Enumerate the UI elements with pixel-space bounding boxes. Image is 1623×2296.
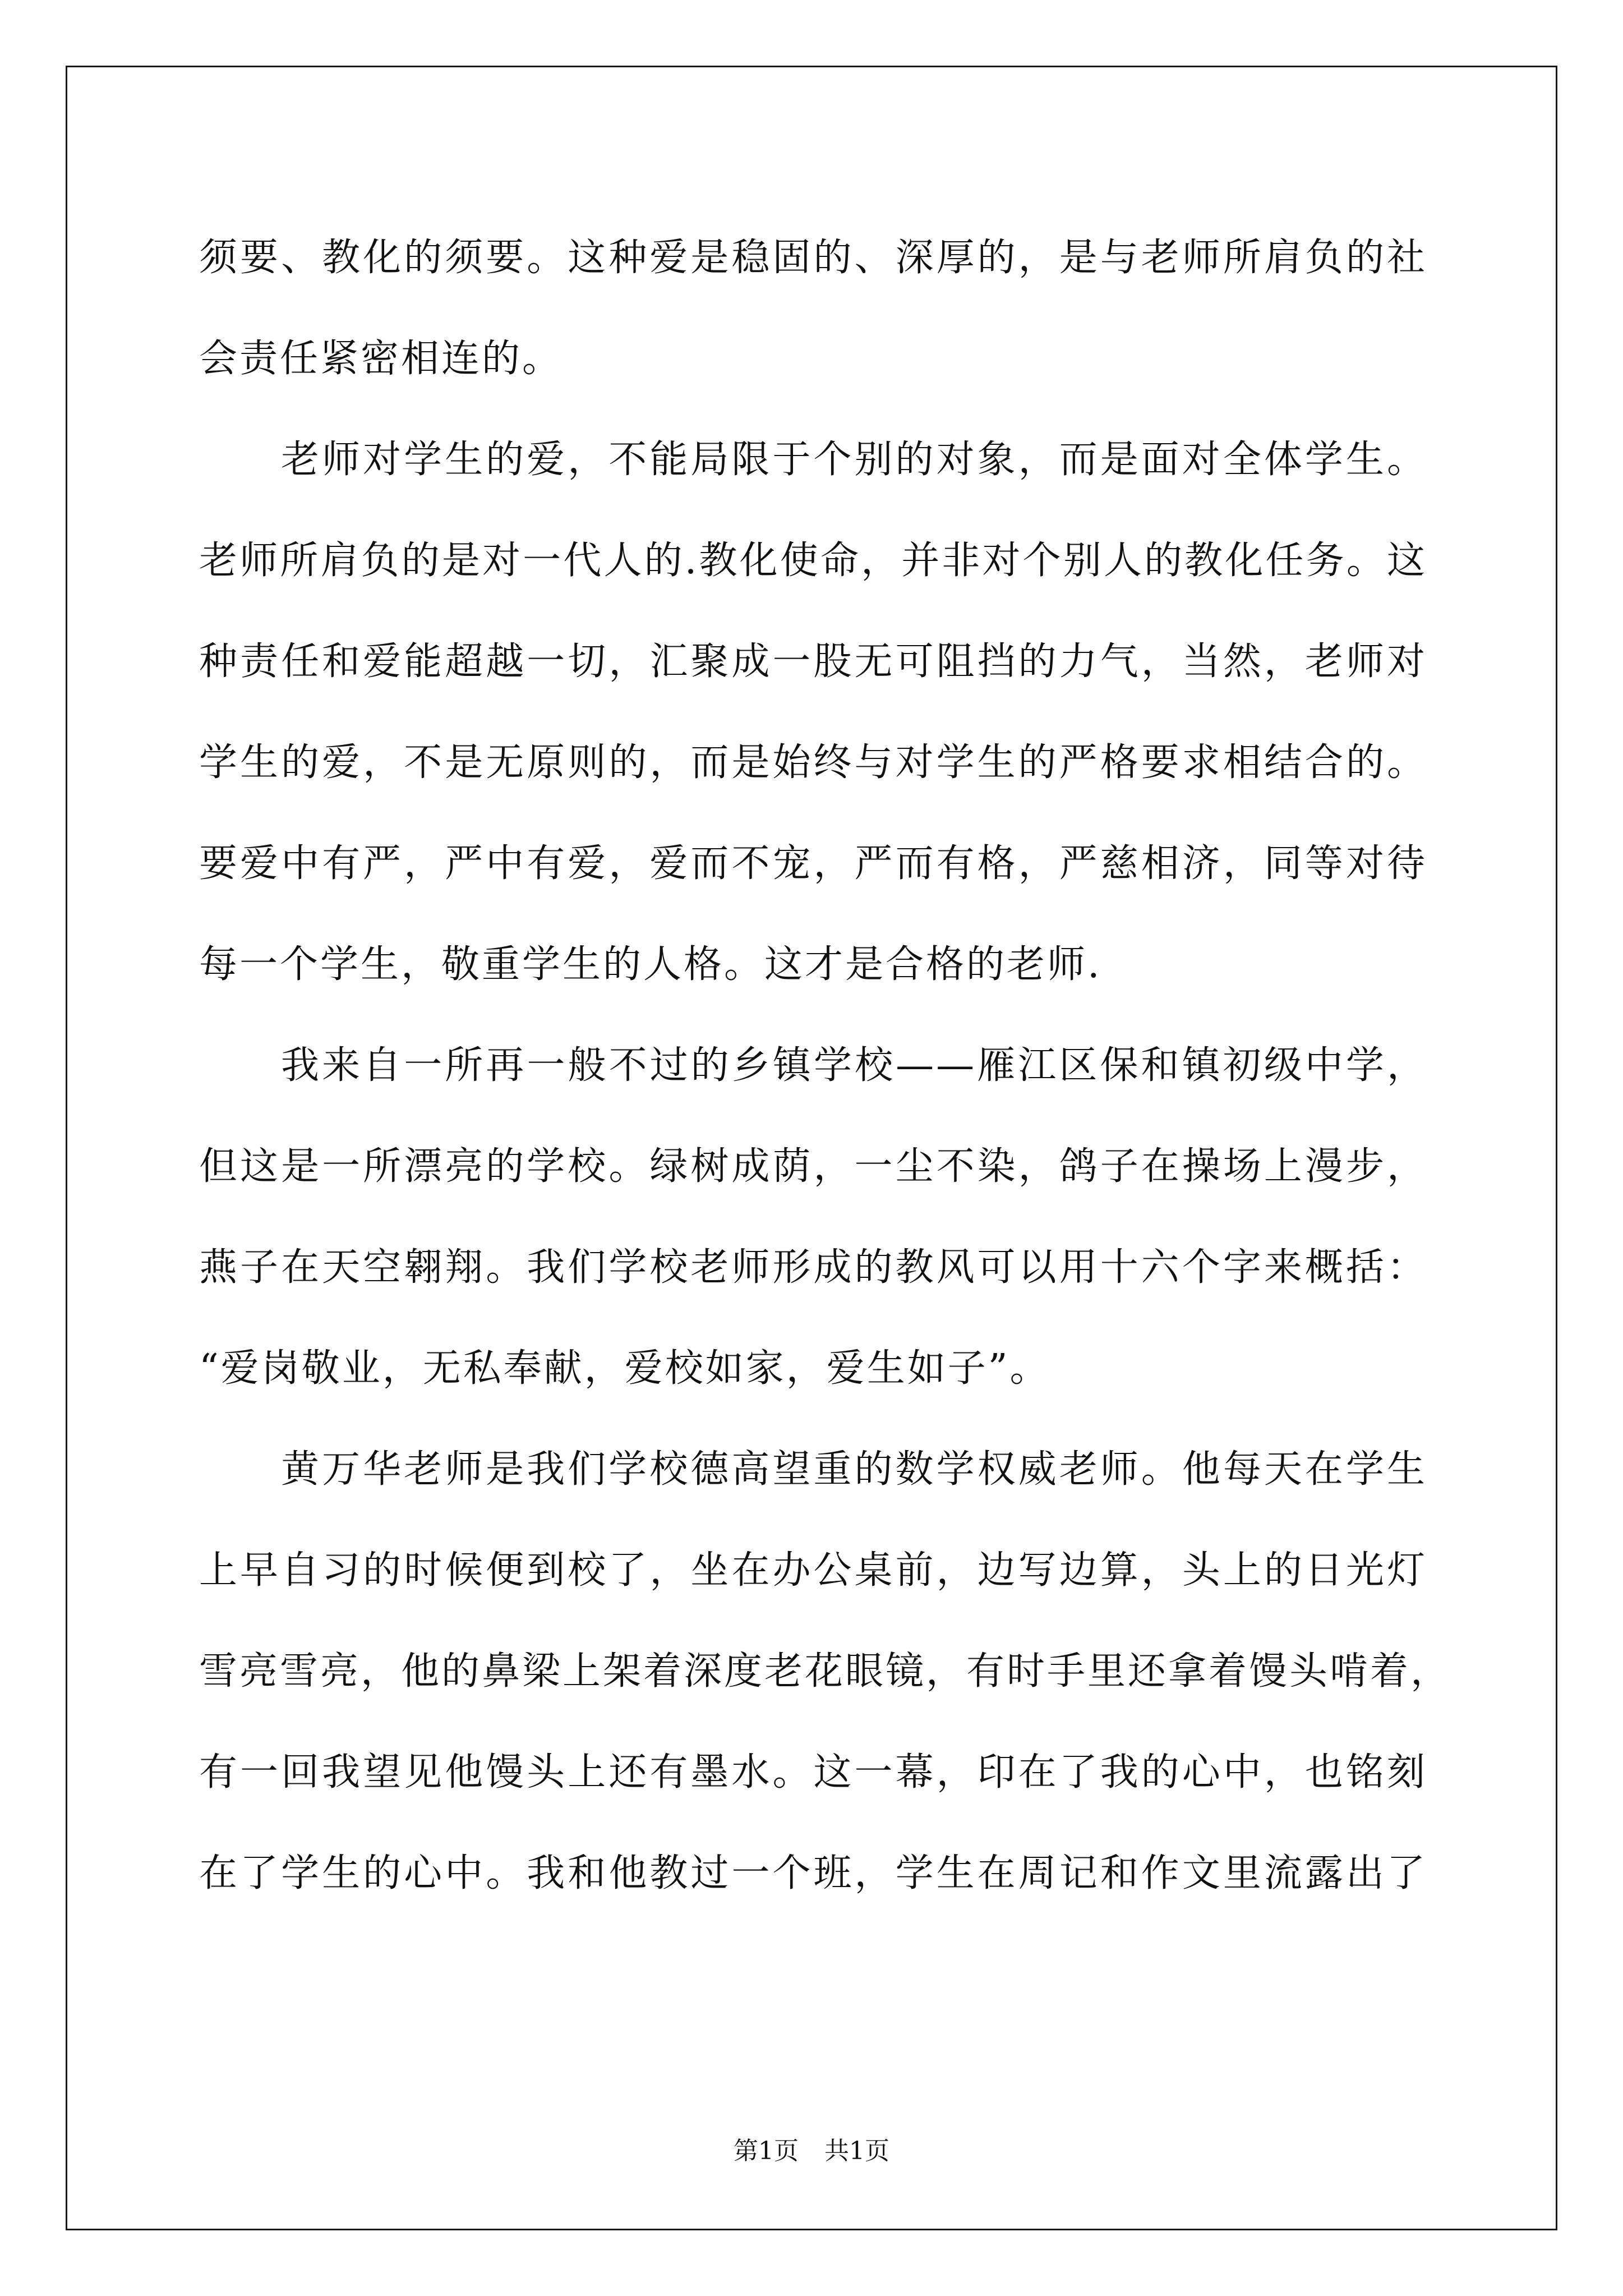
text-line: 老师所肩负的是对一代人的.教化使命，并非对个别人的教化任务。这 (199, 539, 1427, 583)
text-line: 须要、教化的须要。这种爱是稳固的、深厚的，是与老师所肩负的社 (199, 236, 1427, 280)
text-line: 会责任紧密相连的。 (199, 337, 563, 381)
text-line: 燕子在天空翱翔。我们学校老师形成的教风可以用十六个字来概括： (199, 1245, 1427, 1290)
text-line: 我来自一所再一般不过的乡镇学校——雁江区保和镇初级中学， (281, 1043, 1427, 1088)
text-line: 老师对学生的爱，不能局限于个别的对象，而是面对全体学生。 (281, 438, 1427, 482)
text-line: 有一回我望见他馒头上还有墨水。这一幕，印在了我的心中，也铭刻 (199, 1750, 1427, 1795)
text-line: “爱岗敬业，无私奉献，爱校如家，爱生如子”。 (199, 1346, 1050, 1391)
text-line: 雪亮雪亮，他的鼻梁上架着深度老花眼镜，有时手里还拿着馒头啃着， (199, 1649, 1451, 1694)
page-footer (0, 2134, 1623, 2168)
text-line: 黄万华老师是我们学校德高望重的数学权威老师。他每天在学生 (281, 1447, 1427, 1492)
text-line: 在了学生的心中。我和他教过一个班，学生在周记和作文里流露出了 (199, 1851, 1427, 1895)
text-line: 但这是一所漂亮的学校。绿树成荫，一尘不染，鸽子在操场上漫步， (199, 1144, 1427, 1189)
text-line: 种责任和爱能超越一切，汇聚成一股无可阻挡的力气，当然，老师对 (199, 639, 1427, 684)
text-line: 上早自习的时候便到校了，坐在办公桌前，边写边算，头上的日光灯 (199, 1548, 1427, 1593)
text-line: 每一个学生，敬重学生的人格。这才是合格的老师. (199, 942, 1102, 987)
text-line: 要爱中有严，严中有爱，爱而不宠，严而有格，严慈相济，同等对待 (199, 841, 1427, 886)
text-line: 学生的爱，不是无原则的，而是始终与对学生的严格要求相结合的。 (199, 740, 1427, 785)
page-number-current: 第1页 (734, 2137, 799, 2165)
document-body (199, 208, 1451, 1924)
page-number-total: 共1页 (824, 2137, 889, 2165)
